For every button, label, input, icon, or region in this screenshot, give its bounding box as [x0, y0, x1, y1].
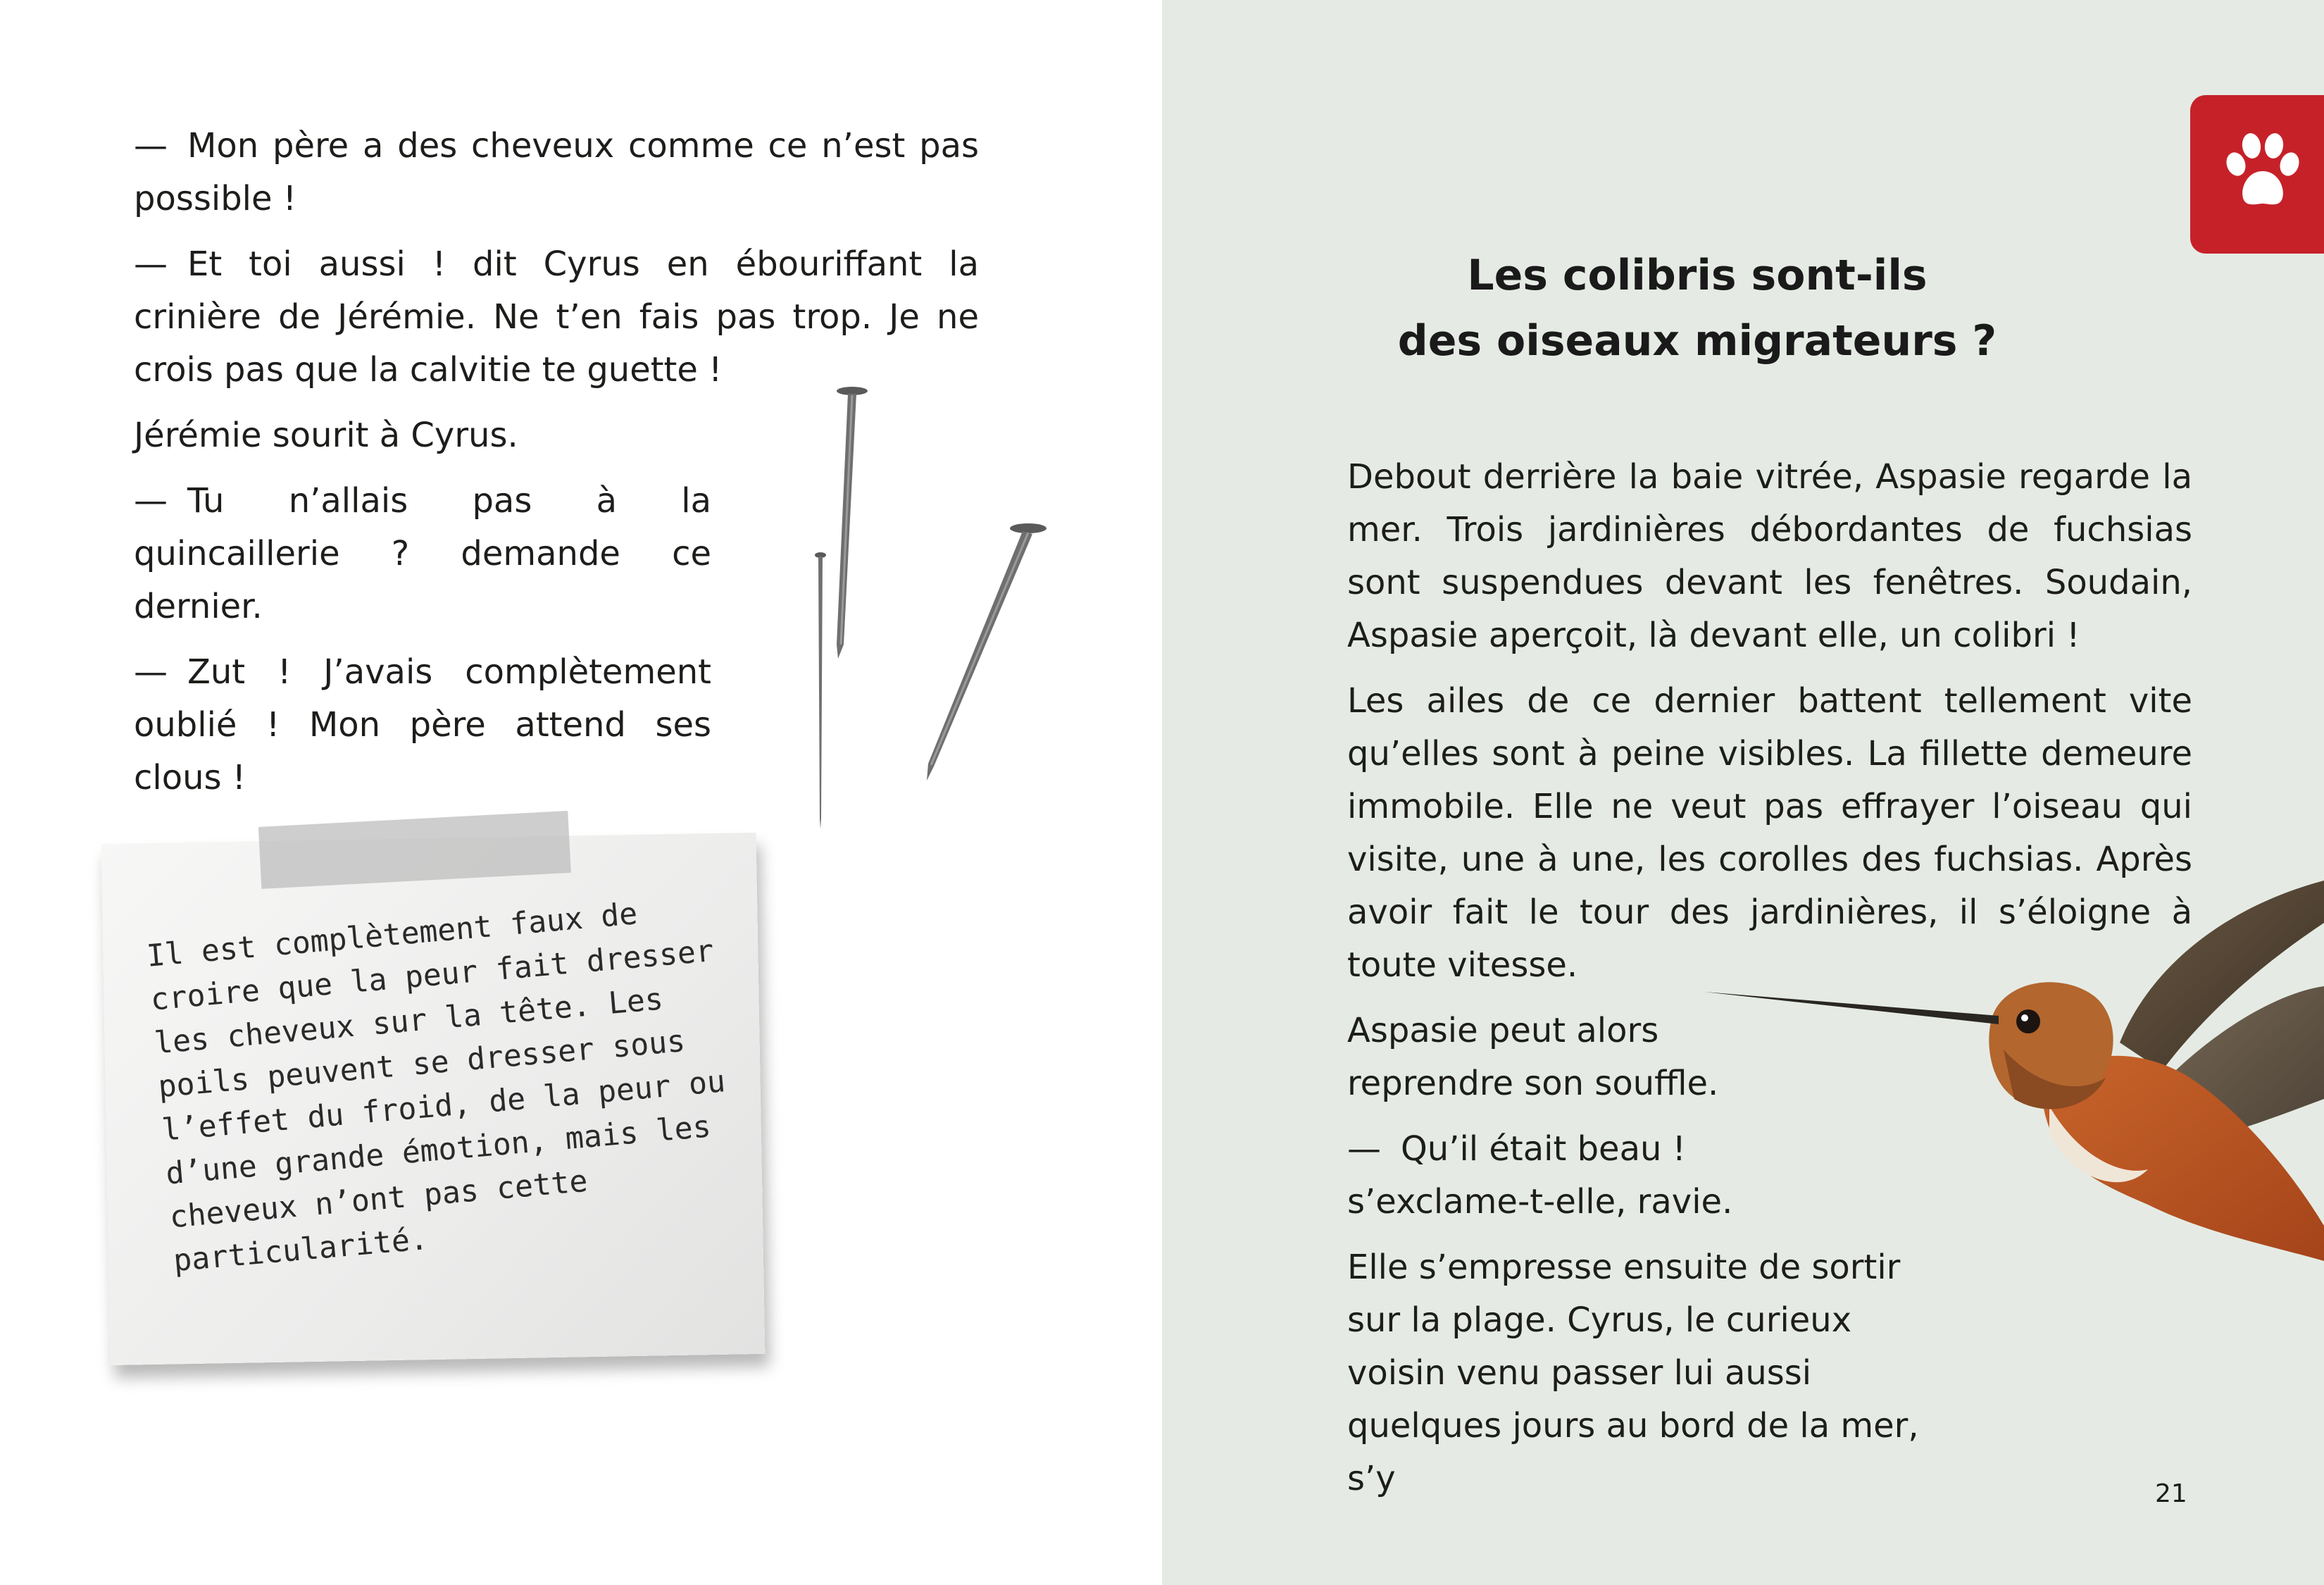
narration-paragraph	[1347, 451, 2192, 662]
dialogue-paragraph	[134, 475, 711, 633]
dialogue-paragraph	[134, 238, 979, 397]
paragraph-text: Mon père a des cheveux comme ce n’est pas possible !	[134, 126, 979, 218]
dialogue-dash: —	[134, 652, 168, 692]
dialogue-paragraph	[134, 646, 711, 804]
paragraph-text: Jérémie sourit à Cyrus.	[134, 416, 518, 455]
right-page	[1162, 0, 2324, 1585]
page-number: 21	[2155, 1479, 2187, 1508]
paragraph-text: Les ailes de ce dernier battent tellement vite qu’elles sont à peine visibles. La fillette demeure immobile. Elle ne veut pas effrayer l’oiseau qui visite, une à une, les corolles des fuchsias. Après avoir fait le tour des jardinières, il s’éloigne à toute vitesse.	[1347, 681, 2192, 985]
dialogue-paragraph	[134, 120, 979, 225]
paw-icon	[2220, 130, 2305, 215]
nail-illustration	[916, 520, 1056, 788]
dialogue-dash: —	[134, 126, 168, 166]
paw-badge	[2190, 95, 2324, 254]
paragraph-text: Zut ! J’avais complètement oublié ! Mon père attend ses clous !	[134, 652, 711, 797]
paragraph-text: Qu’il était beau ! s’exclame-t-elle, ravie.	[1347, 1129, 1733, 1222]
dialogue-dash: —	[1347, 1129, 1381, 1169]
hummingbird-illustration	[1697, 866, 2324, 1360]
nail-illustration	[810, 551, 831, 833]
paragraph-text: Et toi aussi ! dit Cyrus en ébouriffant la crinière de Jérémie. Ne t’en fais pas trop. Je ne crois pas que la calvitie te guette !	[134, 244, 979, 390]
title-line: des oiseaux migrateurs ?	[1397, 316, 1997, 366]
paragraph-text: Debout derrière la baie vitrée, Aspasie regarde la mer. Trois jardinières débordantes de fuchsias sont suspendues devant les fenêtres. Soudain, Aspasie aperçoit, là devant elle, un colibri !	[1347, 457, 2192, 655]
sticky-note	[101, 833, 766, 1365]
dialogue-dash: —	[134, 481, 168, 521]
paragraph-text: Aspasie peut alors reprendre son souffle.	[1347, 1011, 1719, 1103]
dialogue-dash: —	[134, 244, 168, 284]
note-text: Il est complètement faux de croire que la peur fait dresser les cheveux sur la tête. Les poils peuvent se dresser sous l’effet du froid, de la peur ou d’une grande émotion, mais les cheveux n’ont pas cette particularité.	[145, 896, 727, 1279]
title-line: Les colibris sont-ils	[1467, 251, 1928, 300]
paragraph-text: Elle s’empresse ensuite de sortir sur la plage. Cyrus, le curieux voisin venu passer lui aussi quelques jours au bord de la mer, s’y	[1347, 1248, 1919, 1498]
section-title	[1338, 243, 2056, 374]
paragraph-text: Tu n’allais pas à la quincaillerie ? demande ce dernier.	[134, 481, 711, 626]
